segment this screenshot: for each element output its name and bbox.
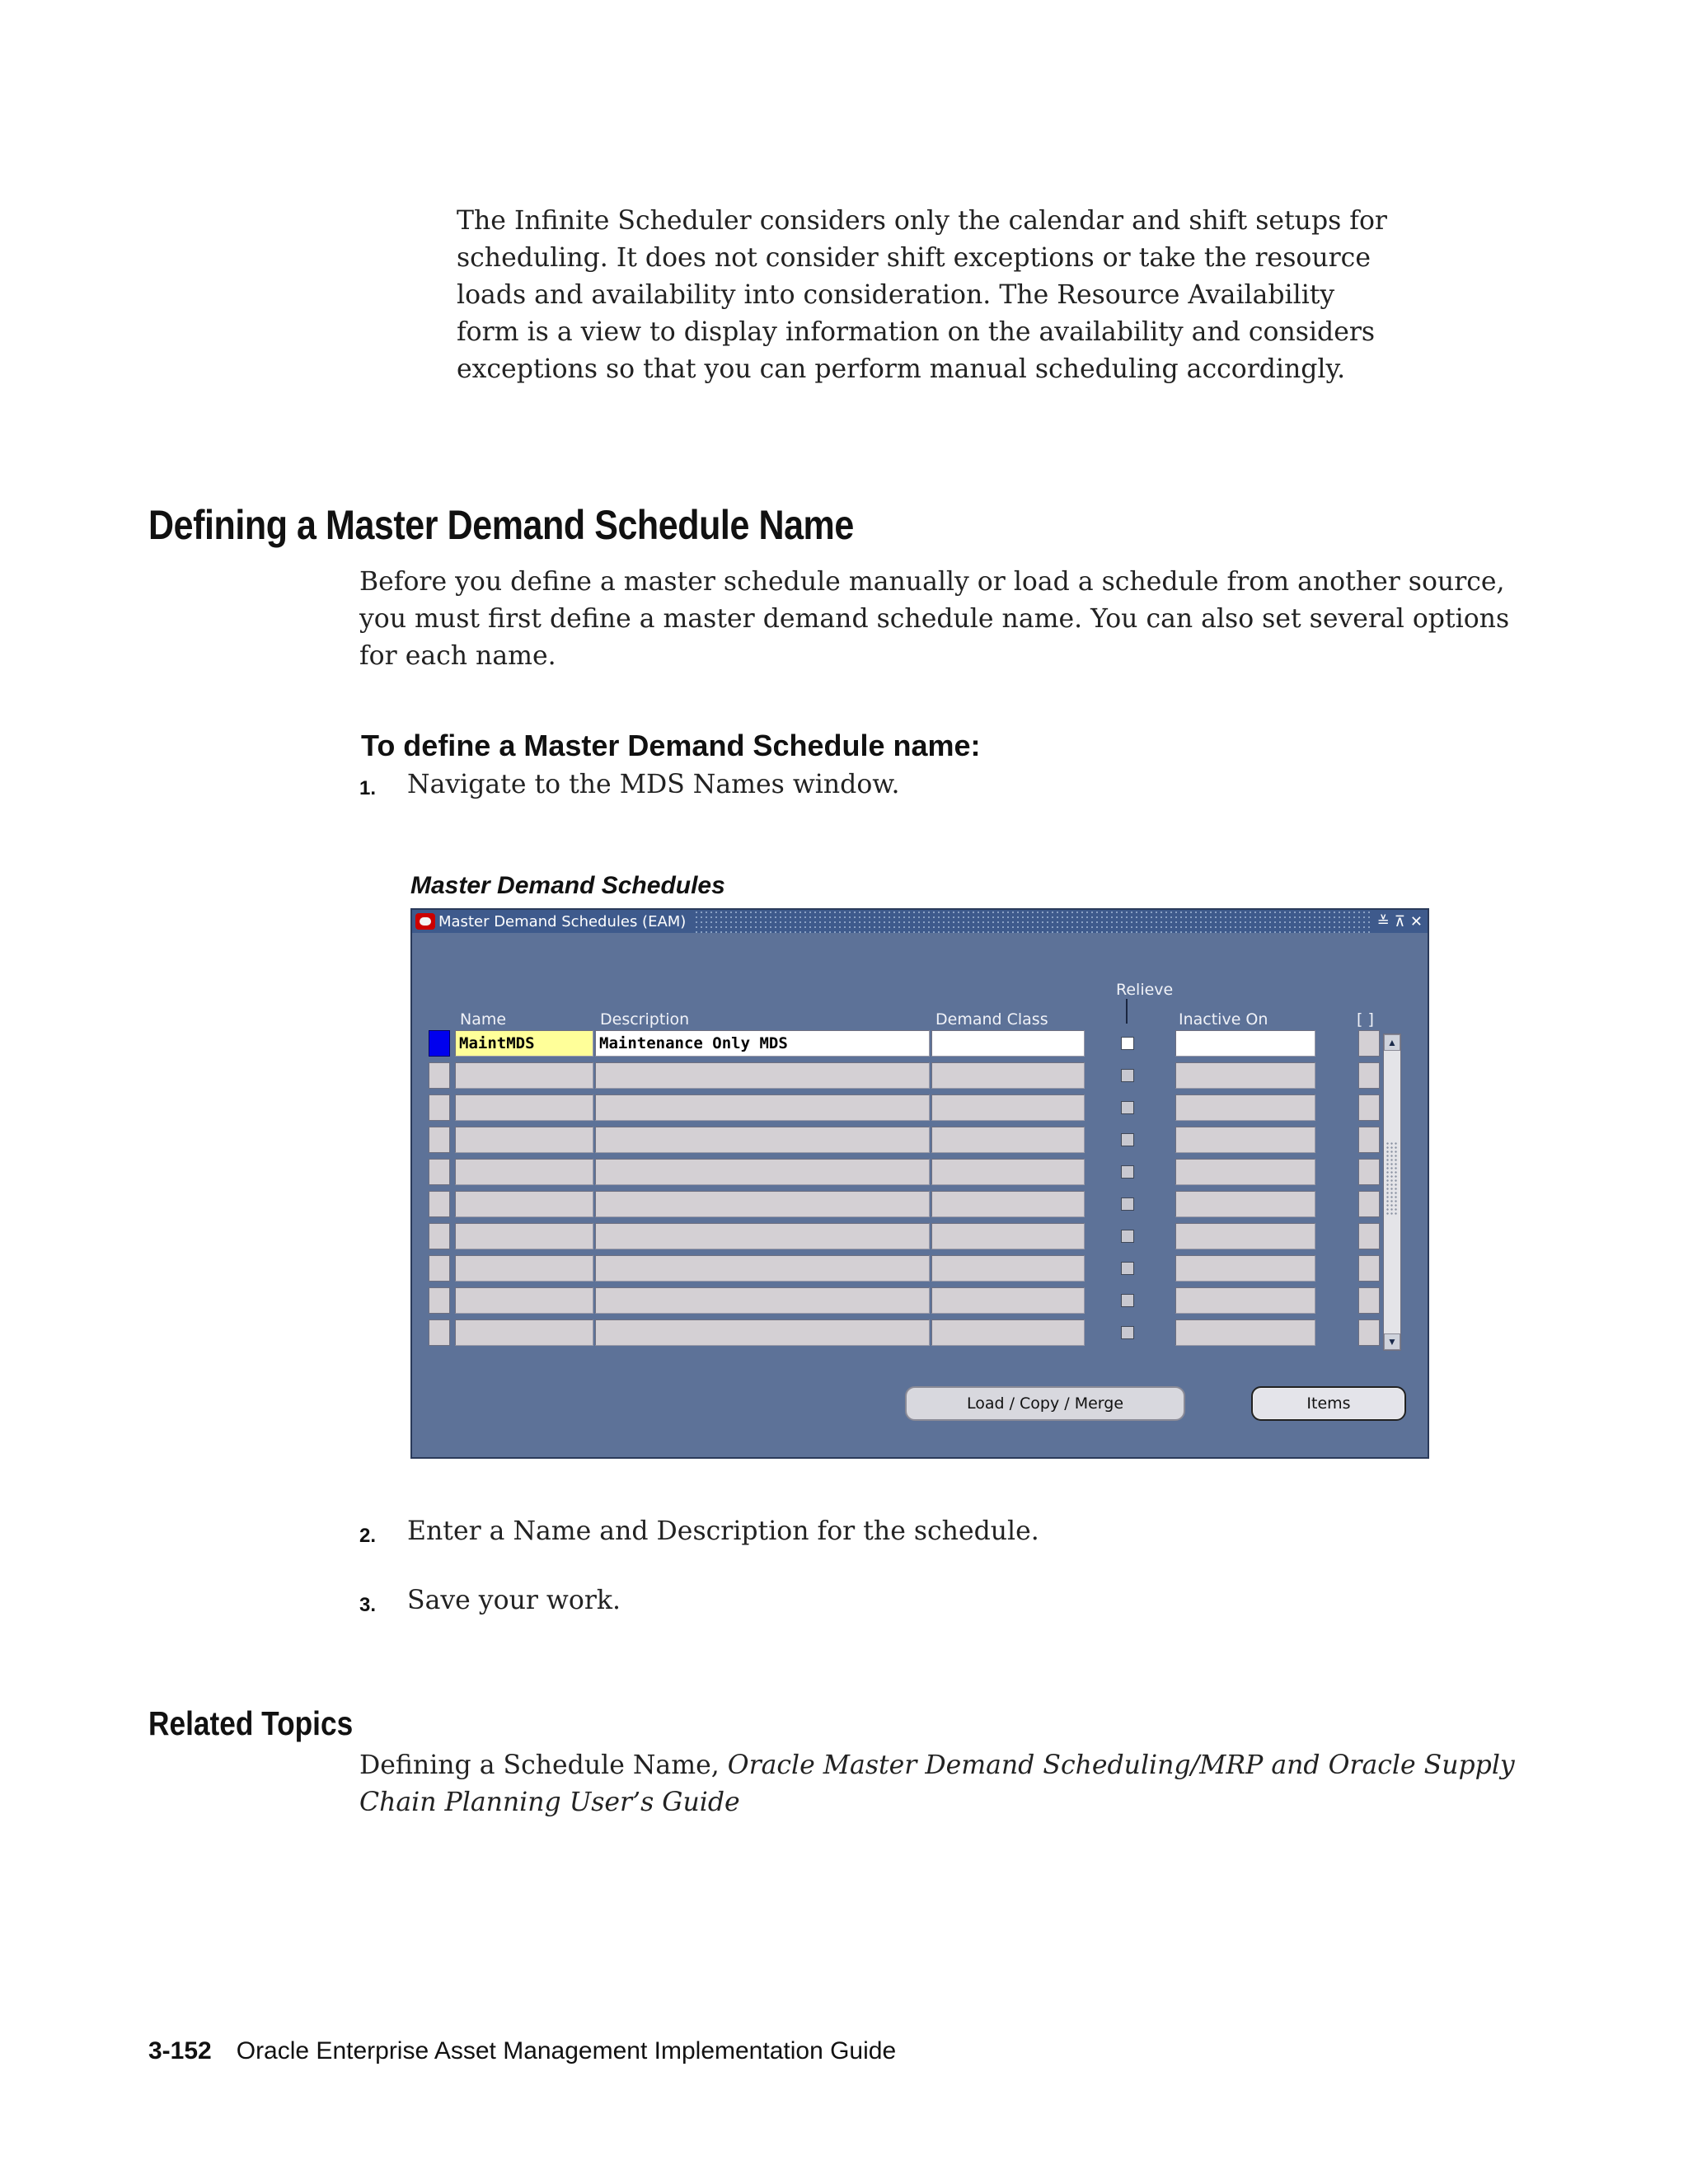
relieve-checkbox[interactable] [1121,1294,1134,1307]
demand-class-cell[interactable] [931,1159,1085,1185]
relieve-checkbox[interactable] [1121,1165,1134,1179]
intro-line: The Infinite Scheduler considers only the calendar and shift setups for [457,206,1387,236]
intro-line: loads and availability into consideration. The Resource Availability [457,280,1335,310]
dff-field[interactable] [1358,1191,1380,1217]
relieve-header-line [1126,999,1128,1024]
items-button[interactable]: Items [1251,1386,1406,1421]
step-text: Save your work. [407,1586,621,1615]
inactive-on-cell[interactable] [1175,1223,1315,1249]
description-cell[interactable] [595,1191,930,1217]
step-number: 1. [359,777,377,799]
relieve-checkbox[interactable] [1121,1262,1134,1275]
table-row [412,1319,1428,1347]
vertical-scrollbar[interactable] [1383,1033,1401,1351]
scroll-down-icon[interactable]: ▼ [1384,1333,1400,1350]
figure-caption: Master Demand Schedules [410,872,725,899]
inactive-on-cell[interactable] [1175,1255,1315,1282]
demand-class-cell[interactable] [931,1255,1085,1282]
relieve-checkbox[interactable] [1121,1133,1134,1146]
step-text: Navigate to the MDS Names window. [407,770,900,799]
inactive-on-header: Inactive On [1179,1010,1268,1029]
inactive-on-cell[interactable] [1175,1030,1315,1057]
intro-line: exceptions so that you can perform manual scheduling accordingly. [457,354,1346,384]
name-cell[interactable] [455,1062,593,1089]
related-topic-book: Oracle Master Demand Scheduling/MRP and Oracle Supply [727,1750,1515,1780]
name-cell[interactable]: MaintMDS [455,1030,593,1057]
related-topic-link[interactable] [359,1747,1515,1821]
description-cell[interactable] [595,1094,930,1121]
record-indicator[interactable] [429,1062,450,1089]
description-cell[interactable] [595,1319,930,1346]
description-cell[interactable] [595,1159,930,1185]
window-controls [1371,910,1428,933]
record-indicator[interactable] [429,1223,450,1249]
related-topic-line [359,1747,1515,1784]
procedure-heading: To define a Master Demand Schedule name: [361,729,981,762]
page-footer [148,2037,896,2065]
dff-field[interactable] [1358,1062,1380,1089]
demand-class-cell[interactable] [931,1223,1085,1249]
record-indicator[interactable] [429,1255,450,1282]
dff-field[interactable] [1358,1223,1380,1249]
relieve-checkbox[interactable] [1121,1069,1134,1082]
name-header: Name [460,1010,507,1029]
window-titlebar[interactable] [412,910,1428,933]
name-cell[interactable] [455,1223,593,1249]
demand-class-header: Demand Class [935,1010,1048,1029]
description-cell[interactable] [595,1287,930,1314]
demand-class-cell[interactable] [931,1287,1085,1314]
name-cell[interactable] [455,1319,593,1346]
record-indicator[interactable] [429,1127,450,1153]
inactive-on-cell[interactable] [1175,1094,1315,1121]
description-cell[interactable] [595,1127,930,1153]
table-row [412,1223,1428,1251]
table-row [412,1062,1428,1090]
section-paragraph [359,564,1509,675]
related-topic-plain: Defining a Schedule Name, [359,1750,728,1780]
section-heading: Defining a Master Demand Schedule Name [148,502,854,548]
related-topics-heading: Related Topics [148,1704,354,1742]
table-row [412,1287,1428,1315]
dff-field[interactable] [1358,1094,1380,1121]
dff-header: [ ] [1357,1010,1374,1029]
inactive-on-cell[interactable] [1175,1159,1315,1185]
name-cell[interactable] [455,1127,593,1153]
description-cell[interactable] [595,1223,930,1249]
table-row [412,1255,1428,1283]
related-topic-book-cont: Chain Planning User’s Guide [359,1788,740,1817]
dff-field[interactable] [1358,1159,1380,1185]
relieve-checkbox[interactable] [1121,1037,1134,1050]
inactive-on-cell[interactable] [1175,1287,1315,1314]
maximize-icon[interactable]: ⊼ [1394,912,1405,930]
window-title: Master Demand Schedules (EAM) [438,912,687,930]
relieve-checkbox[interactable] [1121,1101,1134,1114]
section-line: Before you define a master schedule manually or load a schedule from another source, [359,567,1505,597]
relieve-checkbox[interactable] [1121,1230,1134,1243]
name-cell[interactable] [455,1287,593,1314]
page-number: 3-152 [148,2037,212,2064]
minimize-icon[interactable]: ≚ [1376,912,1390,930]
dff-field[interactable] [1358,1319,1380,1346]
description-cell[interactable]: Maintenance Only MDS [595,1030,930,1057]
section-line: for each name. [359,641,556,671]
scroll-up-icon[interactable]: ▲ [1384,1034,1400,1051]
step-text: Enter a Name and Description for the schedule. [407,1516,1039,1546]
related-topic-line [359,1784,1515,1821]
description-cell[interactable] [595,1255,930,1282]
demand-class-cell[interactable] [931,1062,1085,1089]
description-header: Description [600,1010,690,1029]
demand-class-cell[interactable] [931,1127,1085,1153]
relieve-checkbox[interactable] [1121,1197,1134,1211]
dff-field[interactable] [1358,1030,1380,1057]
close-icon[interactable]: ✕ [1409,912,1423,930]
record-indicator[interactable] [429,1287,450,1314]
step-number: 2. [359,1525,377,1547]
name-cell[interactable] [455,1094,593,1121]
dff-field[interactable] [1358,1127,1380,1153]
relieve-checkbox[interactable] [1121,1326,1134,1339]
load-copy-merge-button[interactable]: Load / Copy / Merge [905,1386,1185,1421]
demand-class-cell[interactable] [931,1094,1085,1121]
mds-window [410,908,1429,1459]
inactive-on-cell[interactable] [1175,1062,1315,1089]
dff-field[interactable] [1358,1287,1380,1314]
record-indicator[interactable] [429,1319,450,1346]
step-number: 3. [359,1594,377,1616]
table-row [412,1159,1428,1187]
intro-line: form is a view to display information on the availability and considers [457,317,1376,347]
table-row [412,1127,1428,1155]
name-cell[interactable] [455,1255,593,1282]
inactive-on-cell[interactable] [1175,1191,1315,1217]
table-row [412,1094,1428,1122]
description-cell[interactable] [595,1062,930,1089]
dff-field[interactable] [1358,1255,1380,1282]
intro-paragraph [457,203,1387,388]
intro-line: scheduling. It does not consider shift exceptions or take the resource [457,243,1371,273]
relieve-header: Relieve [1116,981,1174,999]
title-group [412,910,694,933]
inactive-on-cell[interactable] [1175,1319,1315,1346]
table-row [412,1191,1428,1219]
oracle-logo-icon [415,913,435,930]
current-record-indicator[interactable] [429,1030,450,1057]
name-cell[interactable] [455,1191,593,1217]
record-indicator[interactable] [429,1094,450,1121]
book-title: Oracle Enterprise Asset Management Implementation Guide [236,2037,897,2064]
record-indicator[interactable] [429,1191,450,1217]
record-indicator[interactable] [429,1159,450,1185]
section-line: you must first define a master demand schedule name. You can also set several options [359,604,1510,634]
demand-class-cell[interactable] [931,1030,1085,1057]
demand-class-cell[interactable] [931,1319,1085,1346]
demand-class-cell[interactable] [931,1191,1085,1217]
scroll-thumb[interactable] [1386,1141,1399,1216]
name-cell[interactable] [455,1159,593,1185]
table-row [412,1030,1428,1058]
inactive-on-cell[interactable] [1175,1127,1315,1153]
